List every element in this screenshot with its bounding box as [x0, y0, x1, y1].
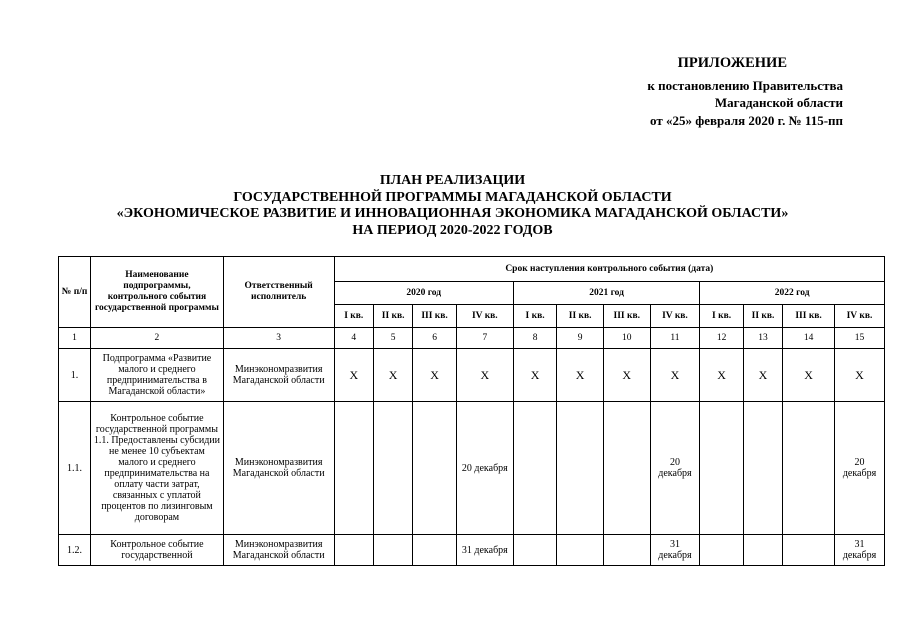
- year-2022: 2022 год: [700, 282, 885, 305]
- deadline-cell: 20 декабря: [834, 402, 884, 535]
- deadline-cell: 31 декабря: [834, 535, 884, 566]
- column-number: 14: [783, 328, 835, 349]
- deadline-cell: Х: [834, 349, 884, 402]
- appendix-block: [593, 55, 843, 129]
- deadline-cell: [743, 535, 782, 566]
- deadline-cell: [413, 535, 457, 566]
- column-number: 4: [334, 328, 373, 349]
- header-num: № п/п: [59, 257, 91, 328]
- deadline-cell: Х: [413, 349, 457, 402]
- header-deadline: Срок наступления контрольного события (дата): [334, 257, 884, 282]
- deadline-cell: [783, 535, 835, 566]
- deadline-cell: Х: [334, 349, 373, 402]
- row-executor: Минэкономразвития Магаданской области: [223, 402, 334, 535]
- quarter-header: III кв.: [413, 305, 457, 328]
- deadline-cell: Х: [743, 349, 782, 402]
- row-executor: Минэкономразвития Магаданской области: [223, 535, 334, 566]
- header-row: [59, 257, 885, 282]
- deadline-cell: [373, 535, 412, 566]
- quarter-header: IV кв.: [650, 305, 700, 328]
- appendix-line-1: к постановлению Правительства: [647, 77, 843, 93]
- deadline-cell: [373, 402, 412, 535]
- column-number: 8: [513, 328, 557, 349]
- deadline-cell: [743, 402, 782, 535]
- plan-table: [58, 256, 885, 566]
- column-number: 15: [834, 328, 884, 349]
- deadline-cell: [700, 402, 744, 535]
- header-name: Наименование подпрограммы, контрольного события государственной программы: [91, 257, 224, 328]
- deadline-cell: [700, 535, 744, 566]
- deadline-cell: Х: [373, 349, 412, 402]
- quarter-header: III кв.: [603, 305, 650, 328]
- row-number: 1.: [59, 349, 91, 402]
- deadline-cell: [513, 402, 557, 535]
- quarter-header: I кв.: [700, 305, 744, 328]
- deadline-cell: [783, 402, 835, 535]
- appendix-title: ПРИЛОЖЕНИЕ: [677, 55, 787, 71]
- deadline-cell: Х: [513, 349, 557, 402]
- year-2021: 2021 год: [513, 282, 700, 305]
- column-number: 10: [603, 328, 650, 349]
- deadline-cell: [334, 402, 373, 535]
- document-title: [0, 173, 905, 239]
- quarter-header: III кв.: [783, 305, 835, 328]
- table-row: [59, 402, 885, 535]
- deadline-cell: [557, 535, 604, 566]
- column-number: 9: [557, 328, 604, 349]
- row-name: Контрольное событие государственной: [91, 535, 224, 566]
- deadline-cell: 20 декабря: [456, 402, 513, 535]
- column-number-row: [59, 328, 885, 349]
- row-number: 1.1.: [59, 402, 91, 535]
- column-number: 1: [59, 328, 91, 349]
- deadline-cell: Х: [603, 349, 650, 402]
- deadline-cell: Х: [700, 349, 744, 402]
- column-number: 11: [650, 328, 700, 349]
- column-number: 12: [700, 328, 744, 349]
- row-name: Подпрограмма «Развитие малого и среднего предпринимательства в Магаданской области»: [91, 349, 224, 402]
- row-number: 1.2.: [59, 535, 91, 566]
- column-number: 2: [91, 328, 224, 349]
- deadline-cell: [603, 402, 650, 535]
- quarter-header: IV кв.: [834, 305, 884, 328]
- quarter-header: II кв.: [373, 305, 412, 328]
- deadline-cell: [557, 402, 604, 535]
- quarter-header: II кв.: [743, 305, 782, 328]
- column-number: 3: [223, 328, 334, 349]
- deadline-cell: 31 декабря: [650, 535, 700, 566]
- table-row: [59, 535, 885, 566]
- column-number: 7: [456, 328, 513, 349]
- column-number: 13: [743, 328, 782, 349]
- row-name: Контрольное событие государственной программы 1.1. Предоставлены субсидии не менее 10 субъектам малого и среднего предпринимательства на оплату части затрат, связанных с уплатой процентов по лизинговым договорам: [91, 402, 224, 535]
- deadline-cell: 20 декабря: [650, 402, 700, 535]
- column-number: 6: [413, 328, 457, 349]
- deadline-cell: Х: [650, 349, 700, 402]
- title-line-3: «ЭКОНОМИЧЕСКОЕ РАЗВИТИЕ И ИННОВАЦИОННАЯ ЭКОНОМИКА МАГАДАНСКОЙ ОБЛАСТИ»: [116, 206, 789, 221]
- year-2020: 2020 год: [334, 282, 513, 305]
- header-executor: Ответственный исполнитель: [223, 257, 334, 328]
- title-line-1: ПЛАН РЕАЛИЗАЦИИ: [379, 173, 526, 188]
- deadline-cell: Х: [783, 349, 835, 402]
- table-row: [59, 349, 885, 402]
- title-line-2: ГОСУДАРСТВЕННОЙ ПРОГРАММЫ МАГАДАНСКОЙ ОБЛАСТИ: [233, 189, 672, 205]
- deadline-cell: [513, 535, 557, 566]
- quarter-header: I кв.: [513, 305, 557, 328]
- appendix-line-3: от «25» февраля 2020 г. № 115-пп: [649, 112, 843, 128]
- quarter-header: I кв.: [334, 305, 373, 328]
- deadline-cell: Х: [456, 349, 513, 402]
- row-executor: Минэкономразвития Магаданской области: [223, 349, 334, 402]
- deadline-cell: [413, 402, 457, 535]
- deadline-cell: Х: [557, 349, 604, 402]
- deadline-cell: [334, 535, 373, 566]
- deadline-cell: 31 декабря: [456, 535, 513, 566]
- appendix-line-2: Магаданской области: [714, 95, 843, 110]
- deadline-cell: [603, 535, 650, 566]
- quarter-header: II кв.: [557, 305, 604, 328]
- quarter-header: IV кв.: [456, 305, 513, 328]
- column-number: 5: [373, 328, 412, 349]
- title-line-4: НА ПЕРИОД 2020-2022 ГОДОВ: [352, 222, 553, 238]
